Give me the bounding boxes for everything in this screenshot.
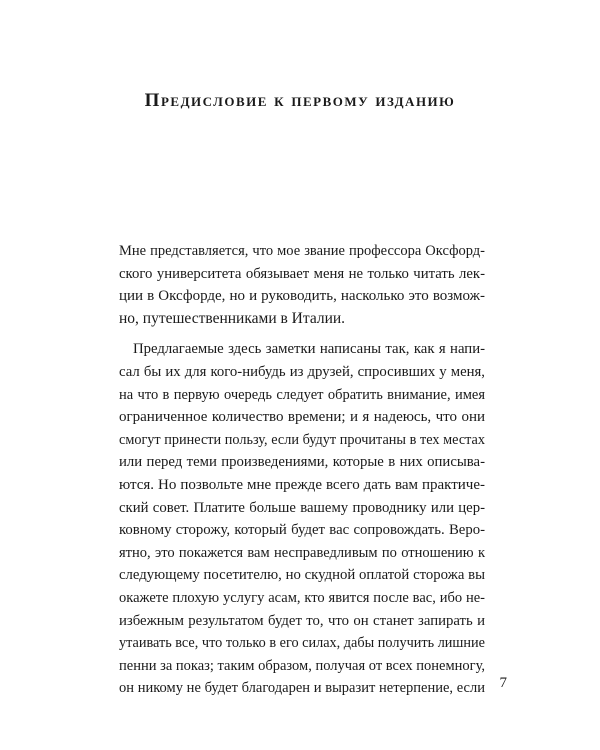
text-line: ского университета обязывает меня не только читать лек- [119, 265, 485, 282]
body-text [119, 240, 485, 700]
text-line: он никому не будет благодарен и выразит нетерпение, если [119, 680, 485, 697]
chapter-title: Предисловие к первому изданию [144, 90, 456, 111]
text-line: ются. Но позвольте мне прежде всего дать вам практиче- [119, 476, 485, 493]
text-line: смогут принести пользу, если будут прочитаны в тех местах [119, 431, 485, 448]
text-line: избежным результатом будет то, что он станет запирать и [119, 612, 485, 629]
text-line: утаивать все, что только в его силах, дабы получить лишние [119, 635, 485, 652]
paragraph-gap [119, 330, 485, 338]
paragraph-1 [119, 240, 485, 330]
text-line: ский совет. Платите больше вашему проводнику или цер- [119, 499, 485, 516]
page-number: 7 [499, 675, 507, 691]
text-line: сал бы их для кого-нибудь из друзей, спросивших у меня, [119, 363, 485, 380]
text-line: окажете плохую услугу асам, кто явится после вас, ибо не- [119, 589, 485, 606]
text-line: Мне представляется, что мое звание профессора Оксфорд- [119, 243, 485, 259]
paragraph-2 [119, 338, 485, 700]
text-line: Предлагаемые здесь заметки написаны так, как я напи- [133, 341, 485, 358]
text-line: или перед теми произведениями, которые в них описыва- [119, 454, 485, 471]
text-line: ограниченное количество времени; и я надеюсь, что они [119, 409, 485, 426]
text-line: ции в Оксфорде, но и руководить, насколько это возмож- [119, 288, 485, 305]
text-line: пенни за показ; таким образом, получая от всех понемногу, [119, 657, 486, 674]
text-line: на что в первую очередь следует обратить внимание, имея [119, 386, 485, 403]
text-line: ятно, это покажется вам несправедливым по отношению к [119, 544, 485, 561]
text-line: следующему посетителю, но скудной оплатой сторожа вы [119, 567, 485, 584]
text-line: но, путешественниками в Италии. [119, 309, 346, 327]
text-line: ковному сторожу, который будет вас сопровождать. Веро- [119, 522, 485, 539]
